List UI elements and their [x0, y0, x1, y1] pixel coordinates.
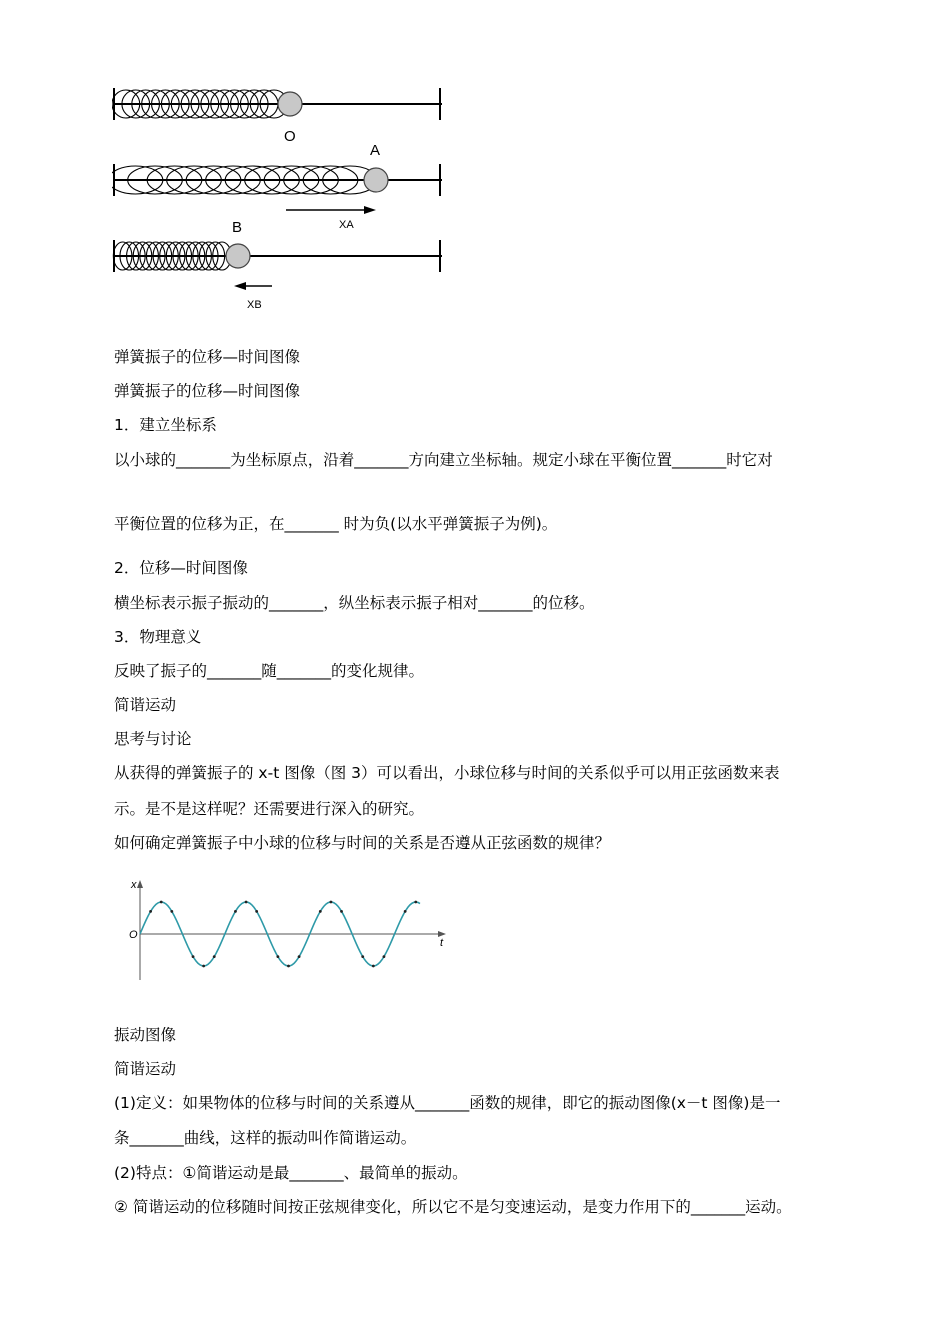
origin-label: O: [129, 929, 138, 941]
think-question: 如何确定弹簧振子中小球的位移与时间的关系是否遵从正弦函数的规律？: [114, 834, 611, 852]
spring-oscillator-figure: [112, 80, 452, 320]
sample-point: [245, 901, 248, 904]
sample-point: [160, 901, 163, 904]
section-3-line-1: 反映了振子的_______随_______的变化规律。: [114, 662, 425, 680]
label-o: O: [284, 128, 296, 145]
heading-displacement-time-graph: 弹簧振子的位移—时间图像: [114, 348, 301, 366]
x-axis-label: t: [440, 937, 444, 949]
ball-b: [226, 244, 250, 268]
label-b: B: [232, 219, 243, 236]
think-line-2: 示。是不是这样呢？还需要进行深入的研究。: [114, 800, 425, 818]
section-2-title: 2．位移—时间图像: [114, 559, 248, 577]
sample-point: [255, 910, 258, 913]
label-xa: XA: [339, 219, 354, 231]
section-1-line-1: 以小球的_______为坐标原点，沿着_______方向建立坐标轴。规定小球在平衡位置_______时它对: [114, 451, 773, 469]
sample-point: [170, 910, 173, 913]
feature-line-1: (2)特点：①简谐运动是最_______、最简单的振动。: [114, 1164, 468, 1182]
sample-point: [383, 955, 386, 958]
definition-line-1: (1)定义：如果物体的位移与时间的关系遵从_______函数的规律，即它的振动图像(x－t 图像)是一: [114, 1094, 781, 1112]
definition-line-2: 条_______曲线，这样的振动叫作简谐运动。: [114, 1129, 417, 1147]
sample-point: [276, 955, 279, 958]
sample-point: [319, 910, 322, 913]
sample-point: [361, 955, 364, 958]
sample-point: [414, 901, 417, 904]
sample-point: [372, 965, 375, 968]
spring-row-equilibrium: [112, 88, 442, 145]
section-3-title: 3．物理意义: [114, 628, 202, 646]
y-axis-label: x: [131, 879, 137, 891]
shm-title-2: 简谐运动: [114, 1060, 177, 1078]
sample-point: [287, 965, 290, 968]
sample-point: [149, 910, 152, 913]
spring-row-compressed: [113, 219, 442, 311]
sample-point: [330, 901, 333, 904]
label-a: A: [370, 142, 381, 159]
label-xb: XB: [247, 299, 262, 311]
feature-line-2: ② 简谐运动的位移随时间按正弦规律变化，所以它不是匀变速运动，是变力作用下的_______运动。: [114, 1198, 792, 1216]
arrow-xa: [364, 206, 376, 214]
section-2-line-1: 横坐标表示振子振动的_______，纵坐标表示振子相对_______的位移。: [114, 594, 595, 612]
think-line-1: 从获得的弹簧振子的 x-t 图像（图 3）可以看出，小球位移与时间的关系似乎可以用正弦函数来表: [114, 764, 780, 782]
sample-point: [404, 910, 407, 913]
arrow-xb: [234, 282, 246, 290]
sample-point: [234, 910, 237, 913]
ball-a: [364, 168, 388, 192]
graph-title: 振动图像: [114, 1026, 177, 1044]
ball-o: [278, 92, 302, 116]
sample-point: [340, 910, 343, 913]
section-1-title: 1．建立坐标系: [114, 416, 217, 434]
sample-point: [192, 955, 195, 958]
spring-row-stretched: [112, 142, 442, 231]
think-title: 思考与讨论: [114, 730, 192, 748]
y-axis-arrow: [137, 880, 143, 888]
sample-point: [202, 965, 205, 968]
sample-point: [298, 955, 301, 958]
section-1-line-2: 平衡位置的位移为正，在_______ 时为负(以水平弹簧振子为例)。: [114, 515, 558, 533]
sine-xt-graph: [112, 872, 452, 984]
sample-point: [213, 955, 216, 958]
shm-title: 简谐运动: [114, 696, 177, 714]
heading-displacement-time-graph-2: 弹簧振子的位移—时间图像: [114, 382, 301, 400]
